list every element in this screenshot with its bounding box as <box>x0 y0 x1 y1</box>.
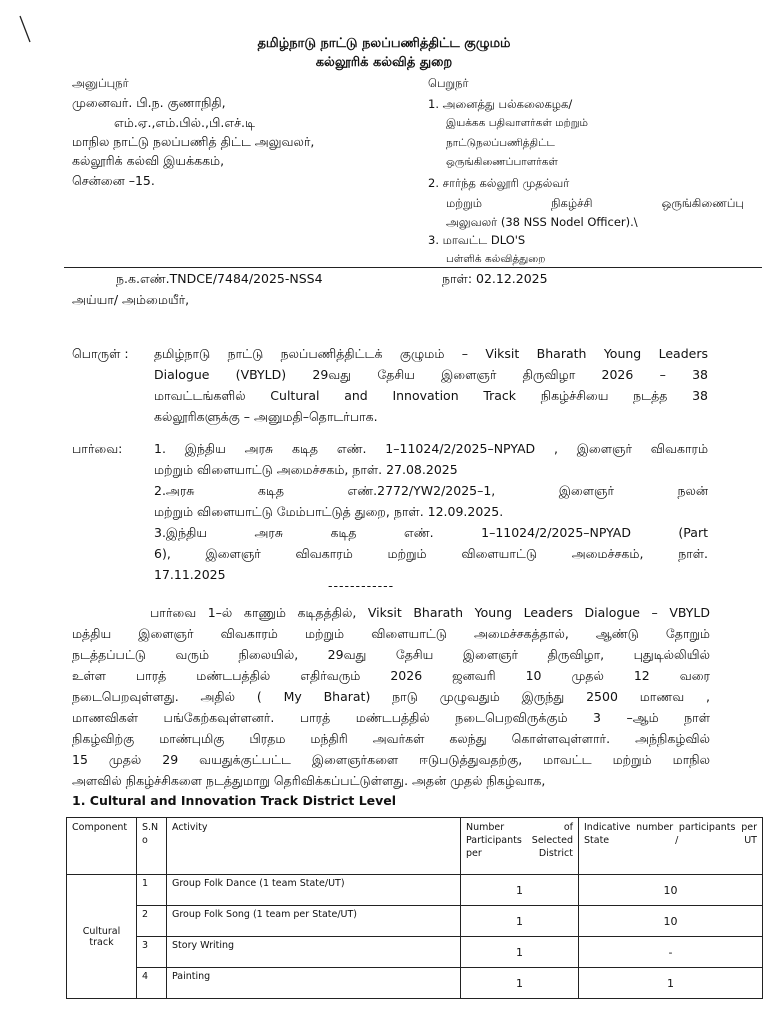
recipient-line: 1. அனைத்து பல்கலைகழக/ <box>428 97 573 111</box>
col-header-component: Component <box>67 818 137 875</box>
activity-cell: Group Folk Song (1 team per State/UT) <box>167 906 461 937</box>
sender-line: முனைவர். பி.ந. குணாநிதி, <box>72 95 226 110</box>
reference-line: மற்றும் விளையாட்டு அமைச்சகம், நாள். 27.08.2025 <box>154 462 458 477</box>
table-row <box>67 906 763 937</box>
activity-cell: Painting <box>167 968 461 999</box>
recipient-line: ஒருங்கிணைப்பாளர்கள் <box>446 156 558 168</box>
sno-cell: 3 <box>137 937 167 968</box>
recipient-line: நாட்டுநலப்பணித்திட்ட <box>446 137 555 149</box>
letter-date: நாள்: 02.12.2025 <box>442 271 548 286</box>
reference-number: ந.க.எண்.TNDCE/7484/2025-NSS4 <box>116 271 323 286</box>
col-header-per-district: Number of Participants Selected per District <box>461 818 579 875</box>
per-district-cell: 1 <box>461 875 579 906</box>
table-row <box>67 937 763 968</box>
subject-line: Dialogue (VBYLD) 29வது தேசிய இளைஞர் திருவிழா 2026 – 38 <box>154 367 708 382</box>
recipient-line: அலுவலர் (38 NSS Nodel Officer).\ <box>446 215 638 229</box>
recipient-label: பெறுநர் <box>428 76 469 90</box>
activity-cell: Story Writing <box>167 937 461 968</box>
table-row <box>67 875 763 906</box>
per-district-cell: 1 <box>461 906 579 937</box>
col-header-per-state: Indicative number participants per State / UT <box>579 818 763 875</box>
per-state-cell: 10 <box>579 906 763 937</box>
per-state-cell: 1 <box>579 968 763 999</box>
per-state-cell: - <box>579 937 763 968</box>
header-subtitle: கல்லூரிக் கல்வித் துறை <box>315 55 453 70</box>
subject-line: தமிழ்நாடு நாட்டு நலப்பணித்திட்டக் குழுமம் – Viksit Bharath Young Leaders <box>154 346 708 361</box>
sender-line: சென்னை –15. <box>72 173 155 188</box>
body-line: நடைபெறவுள்ளது. அதில் ( My Bharat) நாடு முழுவதும் இருந்து 2500 மாணவ , <box>72 689 710 704</box>
recipient-line: 3. மாவட்ட DLO'S <box>428 233 526 247</box>
subject-line: கல்லூரிகளுக்கு – அனுமதி–தொடர்பாக. <box>154 409 378 424</box>
recipient-line: மற்றும் நிகழ்ச்சி ஒருங்கிணைப்பு <box>446 196 744 210</box>
body-line: மத்திய இளைஞர் விவகாரம் மற்றும் விளையாட்டு அமைச்சகத்தால், ஆண்டு தோறும் <box>72 626 710 641</box>
section-title: 1. Cultural and Innovation Track District Level <box>72 793 397 808</box>
per-district-cell: 1 <box>461 968 579 999</box>
reference-line: 3.இந்திய அரசு கடித எண். 1–11024/2/2025–NPYAD (Part <box>154 525 708 540</box>
sno-cell: 4 <box>137 968 167 999</box>
cultural-track-table <box>66 817 763 999</box>
header-divider <box>64 267 762 268</box>
body-line: மாணவிகள் பங்கேற்கவுள்ளனர். பாரத் மண்டபத்தில் நடைபெறவிருக்கும் 3 –ஆம் நாள் <box>72 710 710 725</box>
recipient-line: பள்ளிக் கல்வித்துறை <box>446 253 546 265</box>
component-cell: Cultural track <box>67 875 137 999</box>
reference-line: 17.11.2025 <box>154 567 226 582</box>
sender-line: எம்.ஏ.,எம்.பில்.,பி.எச்.டி <box>114 115 255 130</box>
subject-label: பொருள் : <box>72 346 129 361</box>
body-line: 15 முதல் 29 வயதுக்குட்பட்ட இளைஞர்களை ஈடுபடுத்துவதற்கு, மாவட்ட மற்றும் மாநில <box>72 752 710 767</box>
col-header-sno: S.N o <box>137 818 167 875</box>
body-line: அளவில் நிகழ்ச்சிகளை நடத்துமாறு தெரிவிக்கப்பட்டுள்ளது. அதன் முதல் நிகழ்வாக, <box>72 773 546 788</box>
recipient-line: இயக்கக பதிவாளர்கள் மற்றும் <box>446 117 588 129</box>
col-header-activity: Activity <box>167 818 461 875</box>
sender-line: மாநில நாட்டு நலப்பணித் திட்ட அலுவலர், <box>72 134 315 149</box>
recipient-line: 2. சார்ந்த கல்லூரி முதல்வர் <box>428 176 570 190</box>
sno-cell: 2 <box>137 906 167 937</box>
sender-line: கல்லூரிக் கல்வி இயக்ககம், <box>72 153 225 168</box>
header-title: தமிழ்நாடு நாட்டு நலப்பணித்திட்ட குழுமம் <box>257 36 511 51</box>
body-line: நிகழ்விற்கு மாண்புமிகு பிரதம மந்திரி அவர்கள் கலந்து கொள்ளவுள்ளார். அந்நிகழ்வில் <box>72 731 710 746</box>
per-district-cell: 1 <box>461 937 579 968</box>
body-line: உள்ள பாரத் மண்டபத்தில் எதிர்வரும் 2026 ஜனவரி 10 முதல் 12 வரை <box>72 668 710 683</box>
sender-label: அனுப்புநர் <box>72 76 129 90</box>
salutation: அய்யா/ அம்மையீர், <box>72 292 190 307</box>
table-header-row <box>67 818 763 875</box>
sno-cell: 1 <box>137 875 167 906</box>
reference-line: 1. இந்திய அரசு கடித எண். 1–11024/2/2025–NPYAD , இளைஞர் விவகாரம் <box>154 441 708 456</box>
body-line: நடத்தப்பட்டு வரும் நிலையில், 29வது தேசிய இளைஞர் திருவிழா, புதுடில்லியில் <box>72 647 710 662</box>
reference-line: 6), இளைஞர் விவகாரம் மற்றும் விளையாட்டு அமைச்சகம், நாள். <box>154 546 708 561</box>
reference-line: மற்றும் விளையாட்டு மேம்பாட்டுத் துறை, நாள். 12.09.2025. <box>154 504 504 519</box>
subject-line: மாவட்டங்களில் Cultural and Innovation Track நிகழ்ச்சியை நடத்த 38 <box>154 388 708 403</box>
separator-dashes: ------------ <box>328 578 395 593</box>
table-row <box>67 968 763 999</box>
body-line: பார்வை 1–ல் காணும் கடிதத்தில், Viksit Bharath Young Leaders Dialogue – VBYLD <box>150 605 710 620</box>
per-state-cell: 10 <box>579 875 763 906</box>
activity-cell: Group Folk Dance (1 team State/UT) <box>167 875 461 906</box>
reference-line: 2.அரசு கடித எண்.2772/YW2/2025–1, இளைஞர் நலன் <box>154 483 708 498</box>
reference-label: பார்வை: <box>72 441 123 456</box>
